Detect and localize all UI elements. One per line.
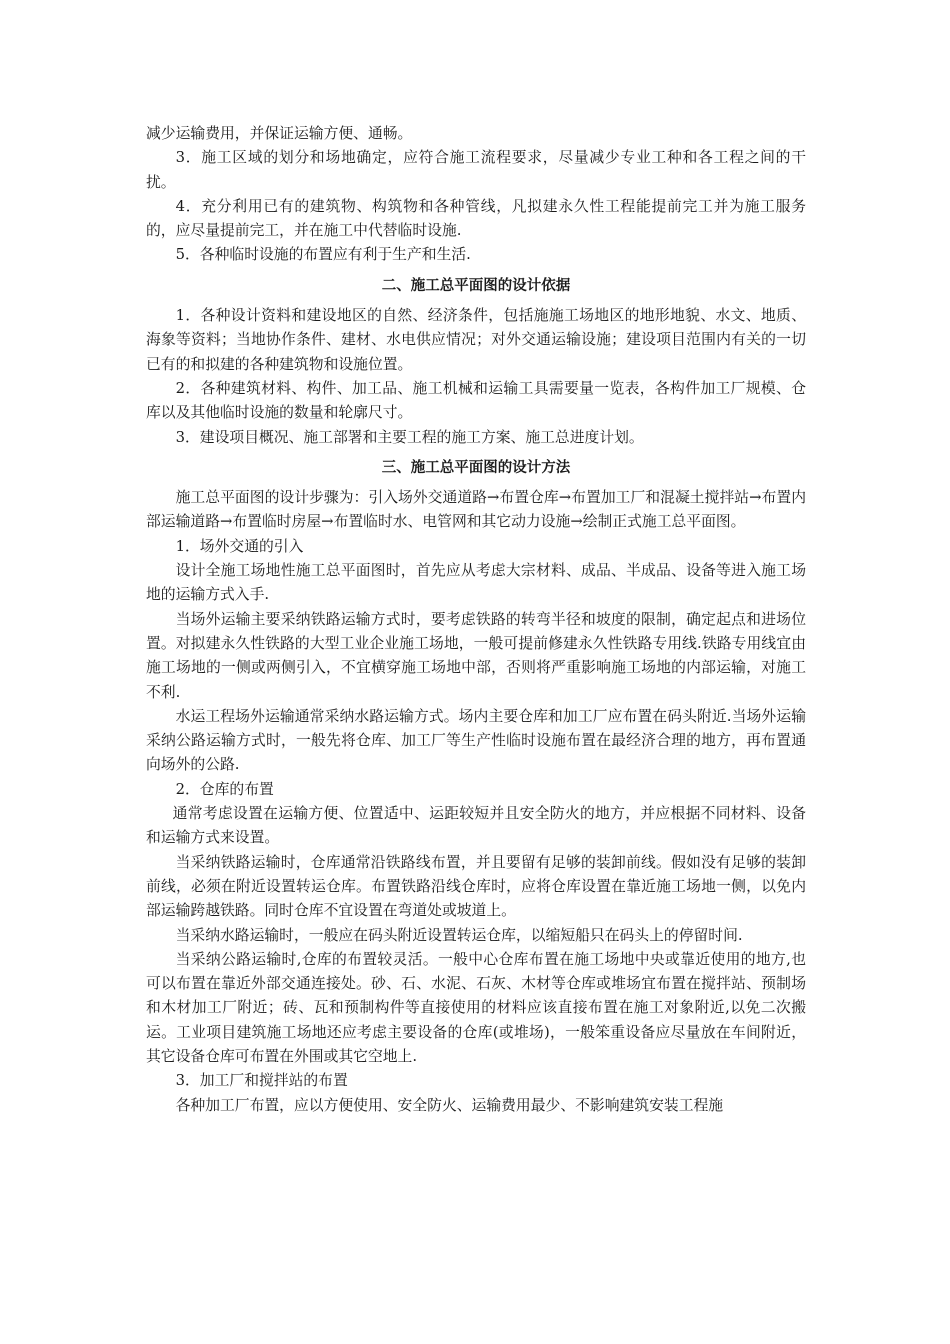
subsection-heading: 3．加工厂和搅拌站的布置 <box>175 1072 348 1090</box>
paragraph: 当采纳铁路运输时，仓库通常沿铁路线布置，并且要留有足够的装卸前线。假如没有足够的装卸前线，必须在附近设置转运仓库。布置铁路沿线仓库时，应将仓库设置在靠近施工场地一侧，以免内部运输跨越铁路。同时仓库不宜设置在弯道处或坡道上。 <box>146 853 806 920</box>
list-item: 3．建设项目概况、施工部署和主要工程的施工方案、施工总进度计划。 <box>175 428 644 446</box>
list-item: 3．施工区域的划分和场地确定，应符合施工流程要求，尽量减少专业工种和各工程之间的干扰。 <box>146 149 806 191</box>
paragraph: 当采纳公路运输时,仓库的布置较灵活。一般中心仓库布置在施工场地中央或靠近使用的地方,也可以布置在靠近外部交通连接处。砂、石、水泥、石灰、木材等仓库或堆场宜布置在搅拌站、预制场和木材加工厂附近；砖、瓦和预制构件等直接使用的材料应该直接布置在施工对象附近,以免二次搬运。工业项目建筑施工场地还应考虑主要设备的仓库(或堆场)，一般笨重设备应尽量放在车间附近，其它设备仓库可布置在外围或其它空地上. <box>146 950 806 1065</box>
document-body <box>146 122 806 1118</box>
paragraph: 设计全施工场地性施工总平面图时，首先应从考虑大宗材料、成品、半成品、设备等进入施工场地的运输方式入手. <box>146 562 806 604</box>
paragraph: 施工总平面图的设计步骤为：引入场外交通道路→布置仓库→布置加工厂和混凝土搅拌站→布置内部运输道路→布置临时房屋→布置临时水、电管网和其它动力设施→绘制正式施工总平面图。 <box>146 489 806 531</box>
subsection-heading: 1．场外交通的引入 <box>175 537 304 555</box>
list-item: 2．各种建筑材料、构件、加工品、施工机械和运输工具需要量一览表，各构件加工厂规模、仓库以及其他临时设施的数量和轮廓尺寸。 <box>146 379 806 422</box>
section-heading: 二、施工总平面图的设计依据 <box>381 277 571 294</box>
section-heading: 三、施工总平面图的设计方法 <box>381 459 571 476</box>
subsection-heading: 2．仓库的布置 <box>175 780 274 798</box>
list-item: 5．各种临时设施的布置应有利于生产和生活. <box>175 246 471 264</box>
paragraph: 各种加工厂布置，应以方便使用、安全防火、运输费用最少、不影响建筑安装工程施 <box>175 1096 724 1114</box>
list-item: 1．各种设计资料和建设地区的自然、经济条件，包括施施工场地区的地形地貌、水文、地质、海象等资料；当地协作条件、建材、水电供应情况；对外交通运输设施；建设项目范围内有关的一切已有的和拟建的各种建筑物和设施位置。 <box>146 307 806 373</box>
paragraph: 当场外运输主要采纳铁路运输方式时，要考虑铁路的转弯半径和坡度的限制，确定起点和进场位置。对拟建永久性铁路的大型工业企业施工场地，一般可提前修建永久性铁路专用线.铁路专用线宜由施工场地的一侧或两侧引入，不宜横穿施工场地中部，否则将严重影响施工场地的内部运输，对施工不利. <box>146 610 806 701</box>
paragraph: 减少运输费用，并保证运输方便、通畅。 <box>146 125 413 142</box>
paragraph: 水运工程场外运输通常采纳水路运输方式。场内主要仓库和加工厂应布置在码头附近.当场外运输采纳公路运输方式时，一般先将仓库、加工厂等生产性临时设施布置在最经济合理的地方，再布置通向场外的公路. <box>146 707 806 774</box>
paragraph: 通常考虑设置在运输方便、位置适中、运距较短并且安全防火的地方，并应根据不同材料、设备和运输方式来设置。 <box>146 805 806 847</box>
list-item: 4．充分利用已有的建筑物、构筑物和各种管线，凡拟建永久性工程能提前完工并为施工服务的，应尽量提前完工，并在施工中代替临时设施. <box>146 197 806 240</box>
paragraph: 当采纳水路运输时，一般应在码头附近设置转运仓库，以缩短船只在码头上的停留时间. <box>175 926 743 944</box>
